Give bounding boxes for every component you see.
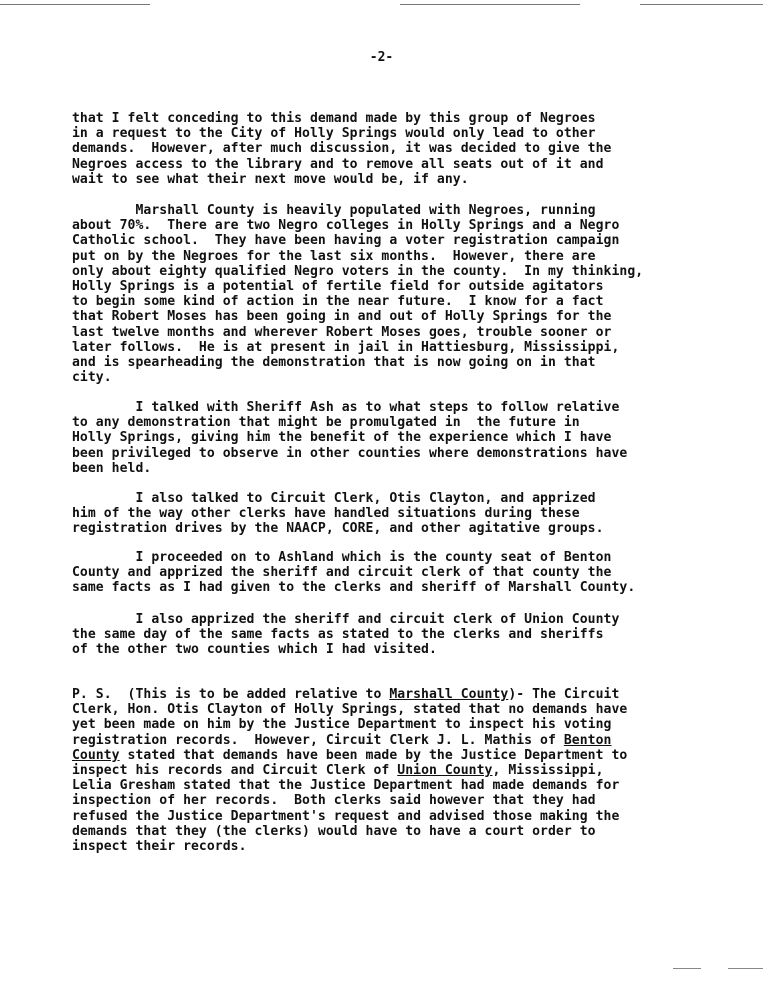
paragraph-circuit-clerk (72, 491, 712, 537)
text-line: same facts as I had given to the clerks and sheriff of Marshall County. (72, 580, 636, 596)
text-line: demands. However, after much discussion, it was decided to give the (72, 141, 612, 157)
text-line: registration drives by the NAACP, CORE, and other agitative groups. (72, 521, 604, 537)
text-line: later follows. He is at present in jail in Hattiesburg, Mississippi, (72, 339, 620, 355)
top-edge-line (400, 4, 580, 5)
text-line: and is spearheading the demonstration that is now going on in that (72, 355, 596, 371)
bottom-edge-line (728, 968, 763, 969)
text-line: wait to see what their next move would be, if any. (72, 171, 469, 187)
text-line: Negroes access to the library and to remove all seats out of it and (72, 156, 604, 172)
text-line: been privileged to observe in other counties where demonstrations have (72, 445, 628, 461)
paragraph-marshall-county (72, 203, 712, 385)
page-number: -2- (369, 50, 394, 65)
text-line: in a request to the City of Holly Springs would only lead to other (72, 126, 596, 142)
bottom-edge-line (673, 968, 701, 969)
text-line: Clerk, Hon. Otis Clayton of Holly Springs, stated that no demands have (72, 702, 628, 718)
text-line: put on by the Negroes for the last six months. However, there are (72, 248, 596, 264)
text-line: Marshall County is heavily populated with Negroes, running (72, 203, 596, 218)
paragraph-postscript (72, 687, 712, 854)
text-line: registration records. However, Circuit Clerk J. L. Mathis of Benton (72, 732, 612, 748)
text-line: of the other two counties which I had visited. (72, 642, 437, 658)
paragraph-union-county (72, 612, 712, 658)
text-line: him of the way other clerks have handled situations during these (72, 506, 580, 522)
text-line: Catholic school. They have been having a voter registration campaign (72, 233, 620, 249)
text-line: that I felt conceding to this demand made by this group of Negroes (72, 111, 596, 126)
text-line: I also apprized the sheriff and circuit clerk of Union County (72, 612, 620, 627)
text-line: Holly Springs, giving him the benefit of the experience which I have (72, 430, 612, 446)
text-line: inspection of her records. Both clerks said however that they had (72, 793, 596, 809)
text-line: I also talked to Circuit Clerk, Otis Clayton, and apprized (72, 491, 596, 506)
text-line: demands that they (the clerks) would have to have a court order to (72, 823, 596, 839)
paragraph-ashland (72, 550, 712, 596)
text-line: County and apprized the sheriff and circuit clerk of that county the (72, 565, 612, 581)
text-line: last twelve months and wherever Robert Moses goes, trouble sooner or (72, 324, 612, 340)
text-line: County stated that demands have been made by the Justice Department to (72, 747, 628, 763)
text-line: refused the Justice Department's request and advised those making the (72, 808, 620, 824)
text-line: to begin some kind of action in the near future. I know for a fact (72, 294, 604, 310)
text-line: P. S. (This is to be added relative to Marshall County)- The Circuit (72, 687, 620, 702)
text-line: yet been made on him by the Justice Department to inspect his voting (72, 717, 612, 733)
top-edge-line (640, 4, 763, 5)
text-line: Lelia Gresham stated that the Justice Department had made demands for (72, 778, 620, 794)
text-line: been held. (72, 460, 152, 476)
text-line: Holly Springs is a potential of fertile field for outside agitators (72, 279, 604, 295)
paragraph-library-demand (72, 111, 712, 187)
text-line: inspect his records and Circuit Clerk of Union County, Mississippi, (72, 763, 604, 779)
top-edge-line (0, 4, 150, 5)
text-line: inspect their records. (72, 839, 247, 855)
text-line: I proceeded on to Ashland which is the county seat of Benton (72, 550, 612, 565)
text-line: city. (72, 370, 112, 386)
paragraph-sheriff-ash (72, 400, 712, 476)
text-line: that Robert Moses has been going in and out of Holly Springs for the (72, 309, 612, 325)
text-line: about 70%. There are two Negro colleges in Holly Springs and a Negro (72, 218, 620, 234)
text-line: only about eighty qualified Negro voters in the county. In my thinking, (72, 263, 644, 279)
text-line: to any demonstration that might be promulgated in the future in (72, 415, 580, 431)
text-line: I talked with Sheriff Ash as to what steps to follow relative (72, 400, 620, 415)
text-line: the same day of the same facts as stated to the clerks and sheriffs (72, 627, 604, 643)
